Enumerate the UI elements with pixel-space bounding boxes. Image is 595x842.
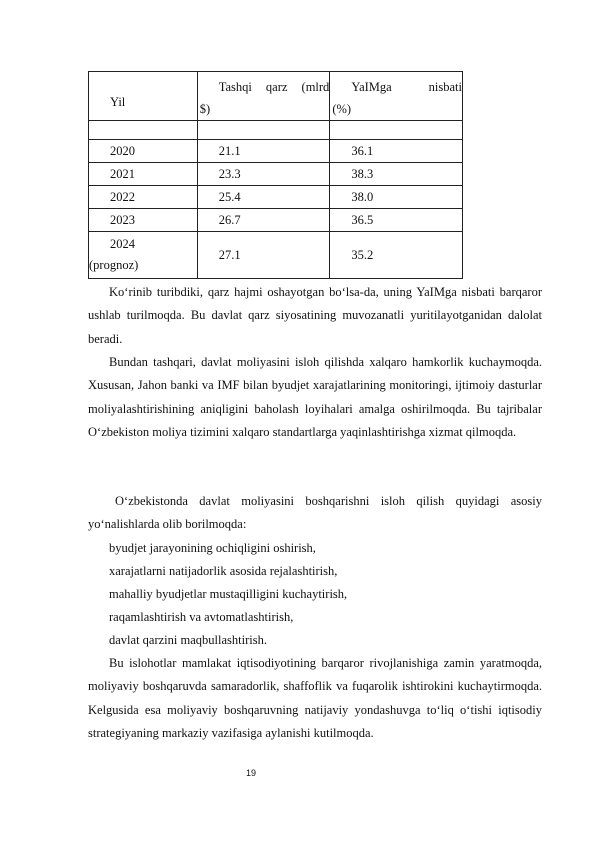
external-debt-table [88, 71, 463, 279]
cell-year: 2022 [89, 186, 198, 209]
cell-year: 2021 [89, 163, 198, 186]
header-external-debt: Tashqi qarz (mlrd $) [197, 72, 330, 121]
cell-debt: 25.4 [197, 186, 330, 209]
list-item: mahalliy byudjetlar mustaqilligini kuchaytirish, [109, 587, 348, 601]
page-number: 19 [246, 768, 257, 778]
cell-year: 2020 [89, 140, 198, 163]
list-item: xarajatlarni natijadorlik asosida rejalashtirish, [109, 564, 338, 578]
paragraph-reform-directions: O‘zbekistonda davlat moliyasini boshqarishni isloh qilish quyidagi asosiy yo‘nalishlarda olib borilmoqda: [88, 494, 542, 532]
cell-ratio: 38.3 [330, 163, 463, 186]
cell-ratio: 36.1 [330, 140, 463, 163]
paragraph-international-cooperation: Bundan tashqari, davlat moliyasini isloh qilishda xalqaro hamkorlik kuchaymoqda. Xususan, Jahon banki va IMF bilan byudjet xarajatlarining monitoringi, ijtimoiy dasturlar moliyalashtirishining aniqligini baholash loyihalari amalga oshirilmoqda. Bu tajribalar O‘zbekiston moliya tizimini xalqaro standartlarga yaqinlashtirishga xizmat qilmoqda. [88, 355, 542, 439]
paragraph-conclusion: Bu islohotlar mamlakat iqtisodiyotining barqaror rivojlanishiga zamin yaratmoqda, moliyaviy boshqaruvda samaradorlik, shaffoflik va fuqarolik ishtirokini kuchaytirmoqda. Kelgusida esa moliyaviy boshqaruvning natijaviy yondashuvga to‘liq o‘tishi iqtisodiy strategiyaning markaziy vazifasiga aylanishi kutilmoqda. [88, 656, 542, 740]
cell-ratio: 35.2 [330, 232, 463, 279]
header-year: Yil [89, 72, 198, 121]
cell-debt: 21.1 [197, 140, 330, 163]
table-row [89, 140, 463, 163]
table-row [89, 209, 463, 232]
cell-year: 2024 (prognoz) [89, 232, 198, 279]
cell-year: 2023 [89, 209, 198, 232]
cell-debt: 23.3 [197, 163, 330, 186]
list-item: raqamlashtirish va avtomatlashtirish, [109, 610, 294, 624]
table-row [89, 163, 463, 186]
cell-debt: 26.7 [197, 209, 330, 232]
table-header-row [89, 72, 463, 121]
table-row [89, 186, 463, 209]
table-row-forecast [89, 232, 463, 279]
list-item: byudjet jarayonining ochiqligini oshirish, [109, 541, 316, 555]
cell-ratio: 38.0 [330, 186, 463, 209]
list-item: davlat qarzini maqbullashtirish. [109, 633, 267, 647]
cell-ratio: 36.5 [330, 209, 463, 232]
paragraph-debt-stability: Ko‘rinib turibdiki, qarz hajmi oshayotgan bo‘lsa-da, uning YaIMga nisbati barqaror ushlab turilmoqda. Bu davlat qarz siyosatining muvozanatli yuritilayotganidan dalolat beradi. [88, 285, 542, 346]
table-empty-row [89, 121, 463, 140]
cell-debt: 27.1 [197, 232, 330, 279]
header-gdp-ratio: YaIMga nisbati (%) [330, 72, 463, 121]
